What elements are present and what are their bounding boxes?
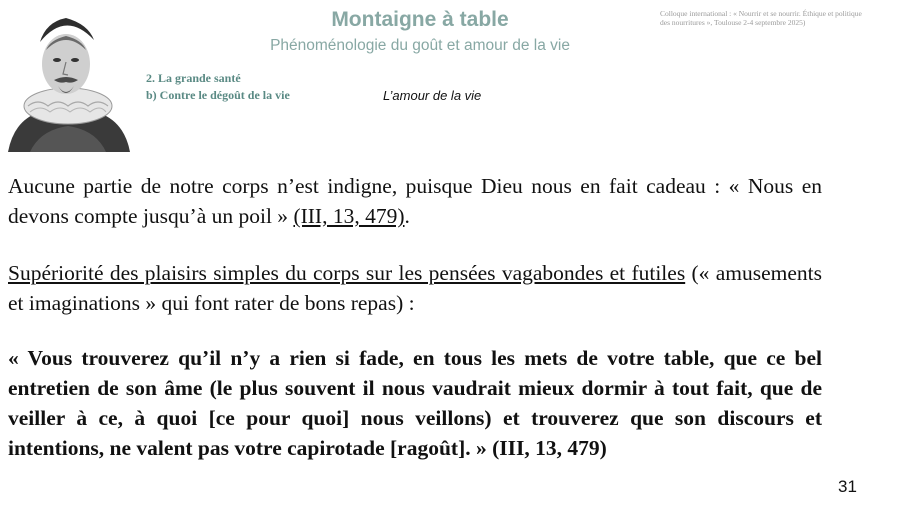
paragraph-1-text: Aucune partie de notre corps n’est indigne, puisque Dieu nous en fait cadeau : « Nous en devons compte jusqu’à un poil »: [8, 174, 822, 228]
conference-note-line2: des nourritures », Toulouse 2-4 septembre 2025): [660, 18, 806, 27]
conference-note-line1: Colloque international : « Nourrir et se nourrir. Éthique et politique: [660, 9, 862, 18]
paragraph-2-underlined: Supériorité des plaisirs simples du corps sur les pensées vagabondes et futiles: [8, 261, 686, 285]
section-heading: [146, 70, 290, 104]
paragraph-2-rest: (« amusements et imaginations » qui font rater de bons repas) :: [8, 261, 822, 315]
paragraph-1: [8, 171, 822, 231]
section-heading-line2: b) Contre le dégoût de la vie: [146, 88, 290, 102]
section-heading-line1: 2. La grande santé: [146, 71, 241, 85]
slide-title: L’amour de la vie: [383, 88, 482, 103]
conference-note: [660, 9, 910, 27]
page-number: 31: [838, 477, 857, 496]
paragraph-1-end: .: [404, 204, 410, 228]
quote-paragraph: « Vous trouverez qu’il n’y a rien si fade, en tous les mets de votre table, que ce bel entretien de son âme (le plus souvent il nous vaudrait mieux dormir à tout fait, que de veiller à ce, à quoi [ce pour quoi] nous veillons) et trouverez que son discours et intentions, ne valent pas votre capirotade [ragoût]. » (III, 13, 479): [8, 346, 822, 460]
paragraph-1-reference: (III, 13, 479): [293, 204, 405, 228]
presentation-title: Montaigne à table: [331, 8, 509, 31]
paragraph-2: [8, 258, 822, 318]
montaigne-portrait: [0, 2, 136, 152]
presentation-subtitle: Phénoménologie du goût et amour de la vie: [270, 37, 570, 54]
portrait-drawing: [0, 2, 136, 152]
